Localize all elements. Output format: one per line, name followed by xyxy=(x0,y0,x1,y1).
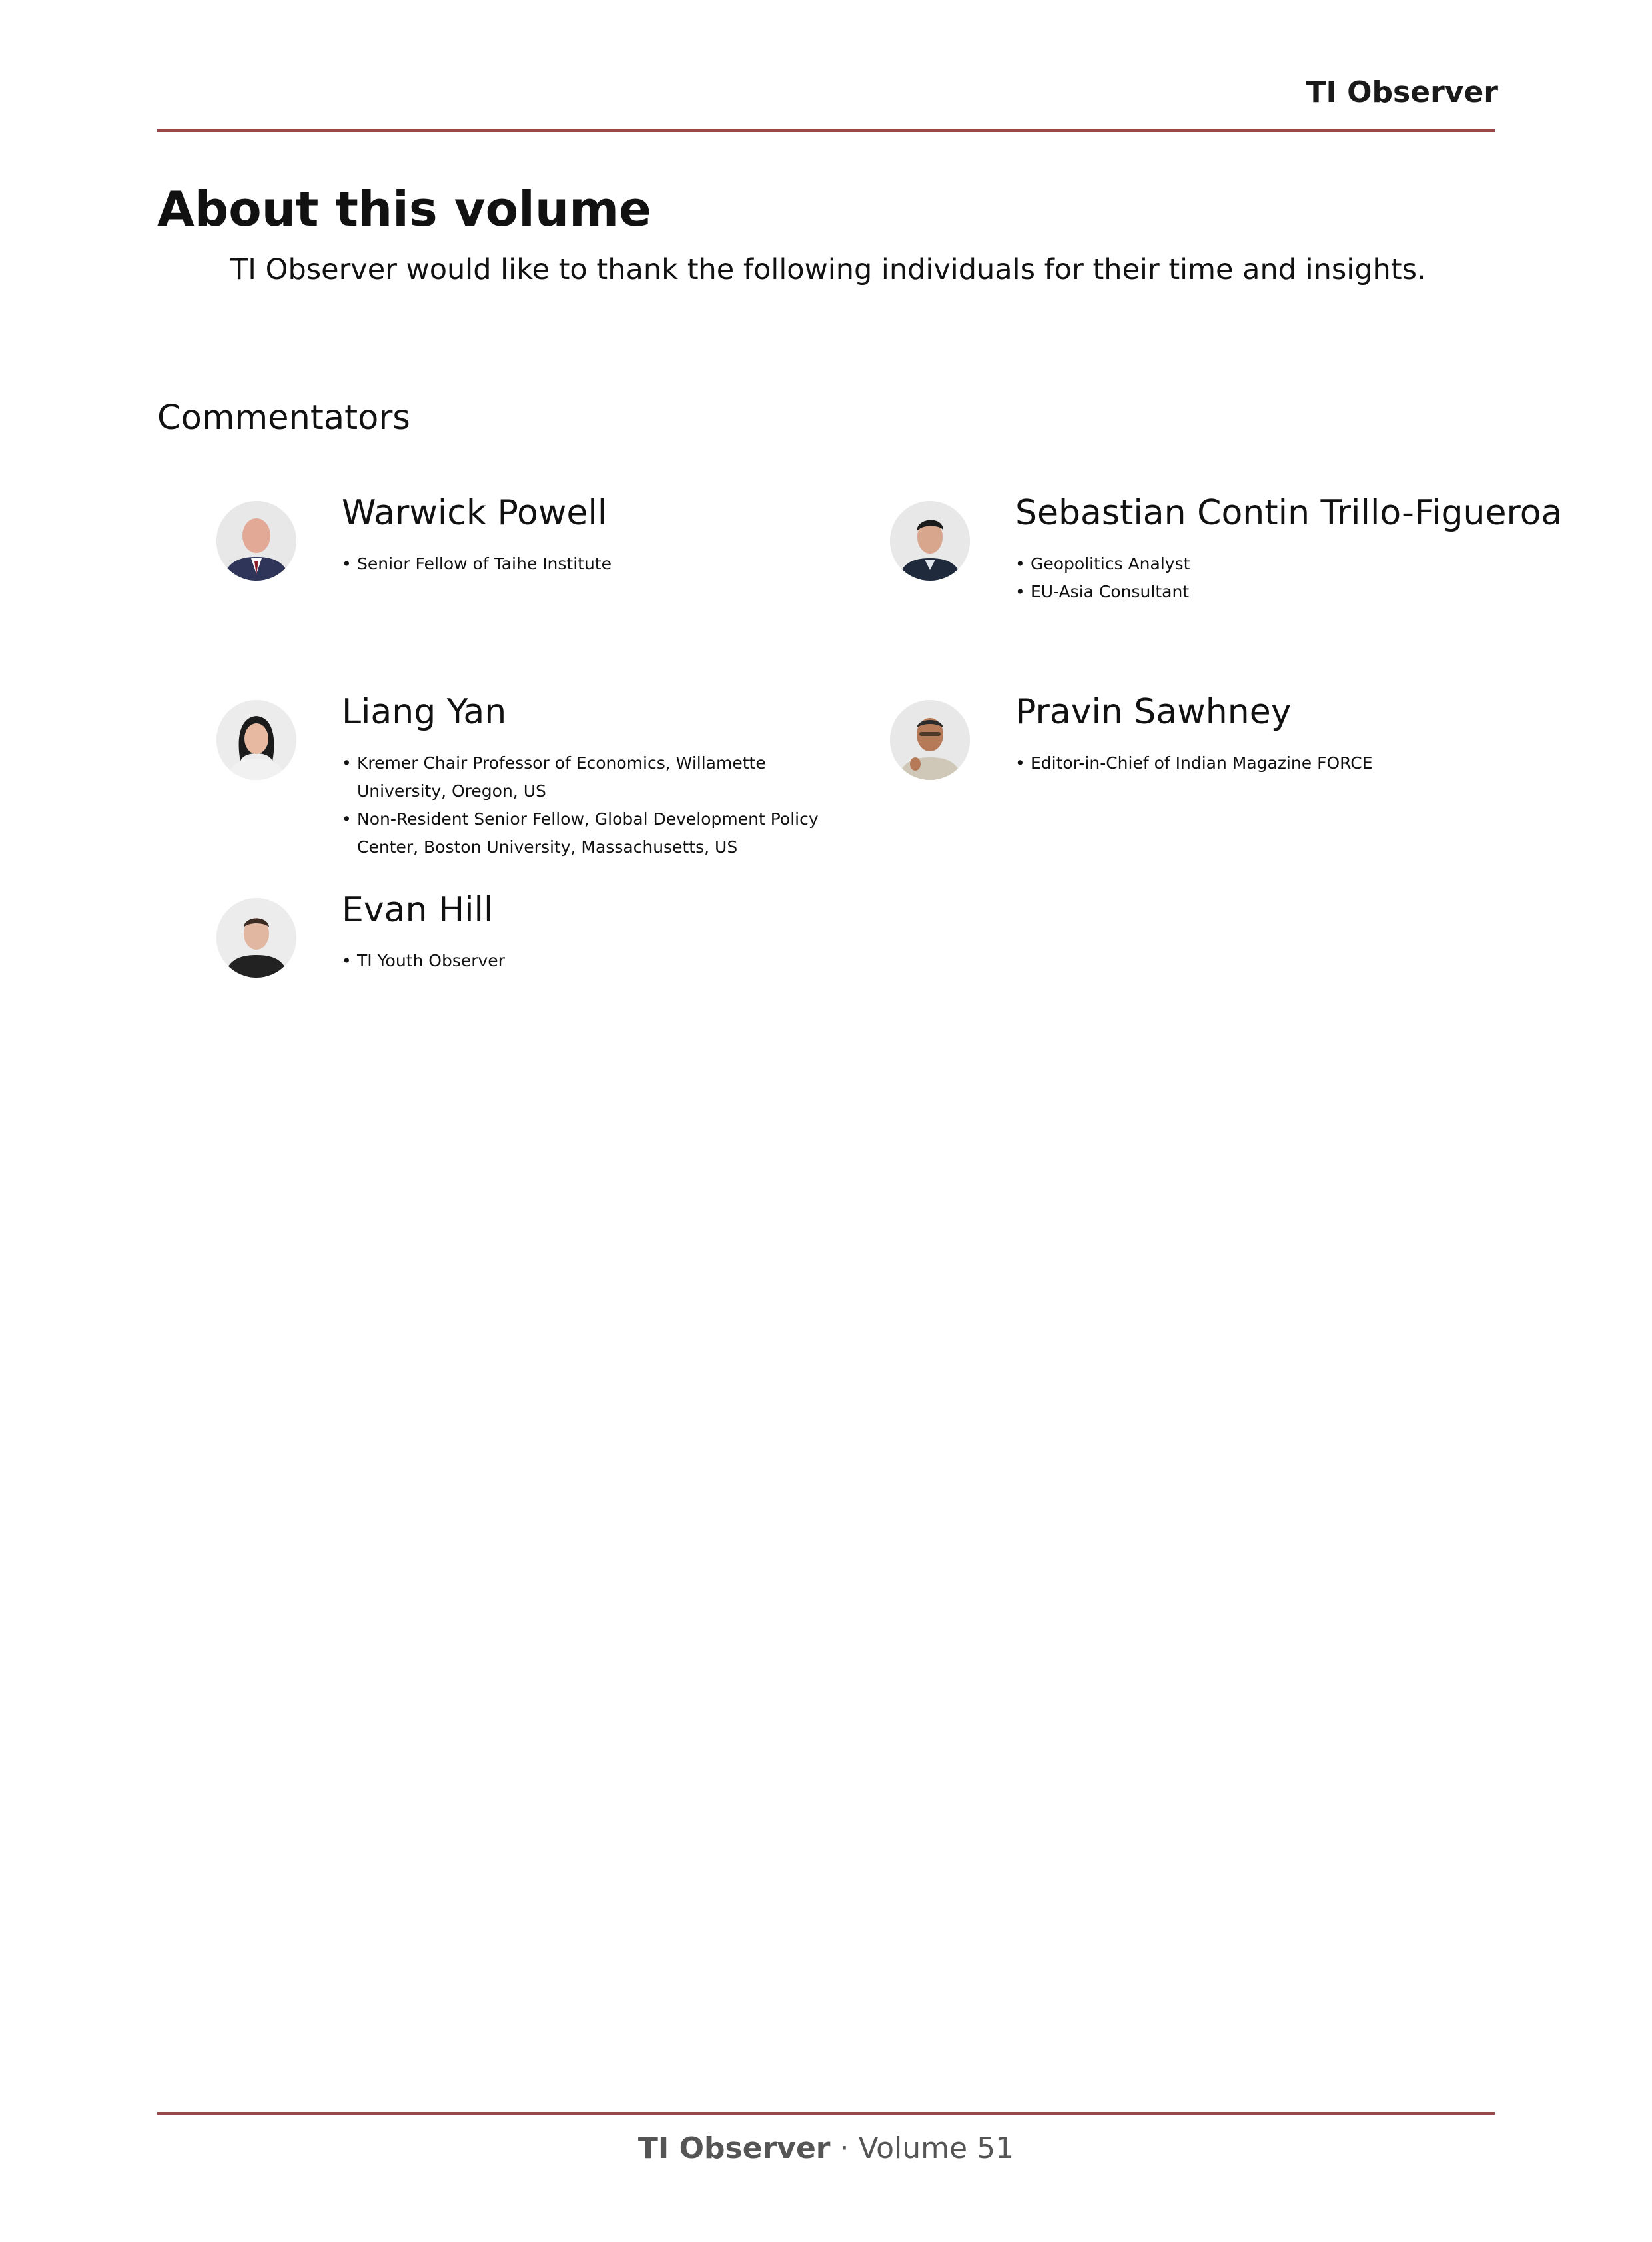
role-list xyxy=(342,947,808,975)
page-title: About this volume xyxy=(157,181,651,237)
avatar xyxy=(216,501,296,581)
role-list xyxy=(342,749,841,861)
header-title: TI Observer xyxy=(1306,75,1498,109)
avatar xyxy=(890,700,970,780)
avatar xyxy=(890,501,970,581)
intro-text: TI Observer would like to thank the following individuals for their time and insights. xyxy=(230,253,1426,286)
footer-separator: · xyxy=(830,2131,859,2165)
footer-rule xyxy=(157,2112,1495,2115)
commentator-name: Evan Hill xyxy=(342,890,494,930)
role-item: • Non-Resident Senior Fellow, Global Development Policy Center, Boston University, Massachusetts, US xyxy=(342,805,841,861)
role-item: • Editor-in-Chief of Indian Magazine FORCE xyxy=(1015,749,1548,777)
header-rule xyxy=(157,129,1495,132)
role-item: • Kremer Chair Professor of Economics, Willamette University, Oregon, US xyxy=(342,749,841,805)
avatar xyxy=(216,700,296,780)
footer-brand: TI Observer xyxy=(637,2131,831,2165)
role-list xyxy=(1015,550,1481,606)
role-list xyxy=(342,550,861,578)
commentator-name: Sebastian Contin Trillo-Figueroa xyxy=(1015,493,1563,533)
commentator-name: Liang Yan xyxy=(342,692,507,732)
commentator-name: Pravin Sawhney xyxy=(1015,692,1292,732)
role-list xyxy=(1015,749,1548,777)
section-title-commentators: Commentators xyxy=(157,398,410,438)
role-item: • EU-Asia Consultant xyxy=(1015,578,1481,606)
footer xyxy=(0,2131,1652,2165)
footer-volume: Volume 51 xyxy=(858,2131,1015,2165)
commentator-name: Warwick Powell xyxy=(342,493,608,533)
role-item: • Senior Fellow of Taihe Institute xyxy=(342,550,861,578)
role-item: • TI Youth Observer xyxy=(342,947,808,975)
role-item: • Geopolitics Analyst xyxy=(1015,550,1481,578)
avatar xyxy=(216,898,296,978)
